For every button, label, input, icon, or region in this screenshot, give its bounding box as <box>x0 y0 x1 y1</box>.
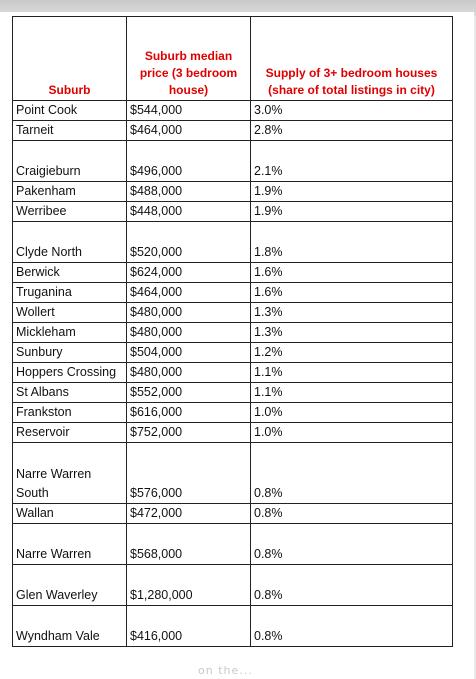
supply-share-cell: 1.8% <box>251 222 453 263</box>
median-price-cell: $520,000 <box>127 222 251 263</box>
table-row <box>13 323 453 343</box>
table-row <box>13 283 453 303</box>
suburb-cell: Berwick <box>13 263 127 283</box>
table-body <box>13 17 453 647</box>
suburb-cell: Truganina <box>13 283 127 303</box>
suburb-cell: Narre Warren South <box>13 443 127 504</box>
table-header-row <box>13 17 453 101</box>
median-price-cell: $544,000 <box>127 101 251 121</box>
suburb-cell: Frankston <box>13 403 127 423</box>
median-price-cell: $416,000 <box>127 606 251 647</box>
median-price-cell: $752,000 <box>127 423 251 443</box>
header-median-price: Suburb median price (3 bedroom house) <box>127 17 251 101</box>
supply-share-cell: 1.0% <box>251 403 453 423</box>
median-price-cell: $480,000 <box>127 323 251 343</box>
table-row <box>13 202 453 222</box>
median-price-cell: $464,000 <box>127 283 251 303</box>
supply-share-cell: 1.3% <box>251 323 453 343</box>
supply-share-cell: 2.1% <box>251 141 453 182</box>
median-price-cell: $624,000 <box>127 263 251 283</box>
suburb-cell: Narre Warren <box>13 524 127 565</box>
supply-share-cell: 1.2% <box>251 343 453 363</box>
median-price-cell: $576,000 <box>127 443 251 504</box>
table-row <box>13 504 453 524</box>
table-row <box>13 343 453 363</box>
supply-share-cell: 1.6% <box>251 283 453 303</box>
suburb-cell: Pakenham <box>13 182 127 202</box>
table-row <box>13 403 453 423</box>
table-row <box>13 303 453 323</box>
suburb-cell: Mickleham <box>13 323 127 343</box>
supply-share-cell: 1.1% <box>251 383 453 403</box>
table-row <box>13 423 453 443</box>
table-row <box>13 524 453 565</box>
table-row <box>13 121 453 141</box>
median-price-cell: $472,000 <box>127 504 251 524</box>
median-price-cell: $480,000 <box>127 303 251 323</box>
supply-share-cell: 0.8% <box>251 606 453 647</box>
supply-share-cell: 0.8% <box>251 443 453 504</box>
supply-share-cell: 1.6% <box>251 263 453 283</box>
header-supply-share: Supply of 3+ bedroom houses (share of total listings in city) <box>251 17 453 101</box>
table-row <box>13 182 453 202</box>
supply-share-cell: 1.1% <box>251 363 453 383</box>
suburb-cell: Werribee <box>13 202 127 222</box>
document-sheet <box>0 12 474 679</box>
suburb-cell: Craigieburn <box>13 141 127 182</box>
table-row <box>13 606 453 647</box>
supply-share-cell: 1.9% <box>251 202 453 222</box>
suburb-cell: Wallan <box>13 504 127 524</box>
supply-share-cell: 1.3% <box>251 303 453 323</box>
median-price-cell: $488,000 <box>127 182 251 202</box>
suburb-cell: Sunbury <box>13 343 127 363</box>
supply-share-cell: 1.9% <box>251 182 453 202</box>
suburb-cell: Wyndham Vale <box>13 606 127 647</box>
table-row <box>13 383 453 403</box>
table-row <box>13 263 453 283</box>
supply-share-cell: 0.8% <box>251 504 453 524</box>
suburb-cell: St Albans <box>13 383 127 403</box>
supply-share-cell: 0.8% <box>251 524 453 565</box>
median-price-cell: $448,000 <box>127 202 251 222</box>
suburb-cell: Tarneit <box>13 121 127 141</box>
suburb-cell: Glen Waverley <box>13 565 127 606</box>
suburb-cell: Clyde North <box>13 222 127 263</box>
table-row <box>13 443 453 504</box>
median-price-cell: $616,000 <box>127 403 251 423</box>
supply-share-cell: 1.0% <box>251 423 453 443</box>
suburb-price-table <box>12 16 453 647</box>
median-price-cell: $496,000 <box>127 141 251 182</box>
median-price-cell: $480,000 <box>127 363 251 383</box>
table-row <box>13 565 453 606</box>
watermark-text: on the... <box>198 664 253 677</box>
table-row <box>13 222 453 263</box>
suburb-cell: Hoppers Crossing <box>13 363 127 383</box>
median-price-cell: $552,000 <box>127 383 251 403</box>
table-row <box>13 141 453 182</box>
table-row <box>13 363 453 383</box>
supply-share-cell: 3.0% <box>251 101 453 121</box>
header-suburb: Suburb <box>13 17 127 101</box>
suburb-cell: Reservoir <box>13 423 127 443</box>
median-price-cell: $568,000 <box>127 524 251 565</box>
supply-share-cell: 0.8% <box>251 565 453 606</box>
supply-share-cell: 2.8% <box>251 121 453 141</box>
median-price-cell: $1,280,000 <box>127 565 251 606</box>
suburb-cell: Point Cook <box>13 101 127 121</box>
table-row <box>13 101 453 121</box>
suburb-cell: Wollert <box>13 303 127 323</box>
median-price-cell: $504,000 <box>127 343 251 363</box>
median-price-cell: $464,000 <box>127 121 251 141</box>
